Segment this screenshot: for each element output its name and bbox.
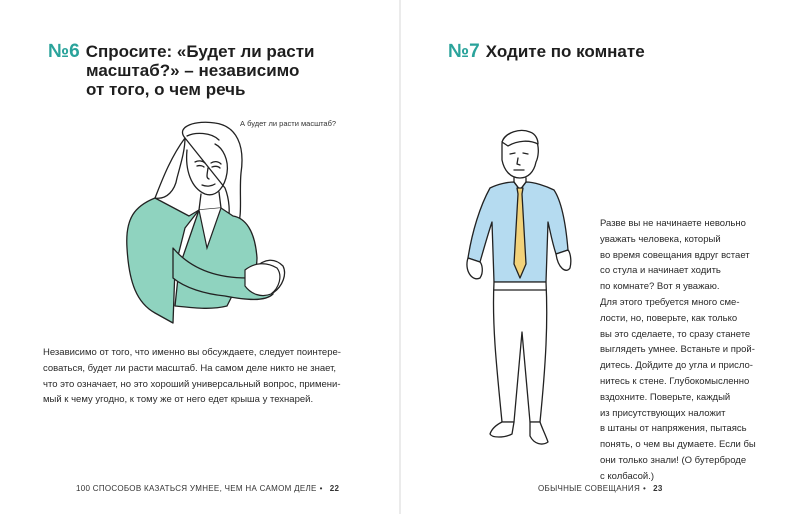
right-heading-line-1: Ходите по комнате — [485, 42, 645, 61]
left-body-text — [43, 345, 363, 408]
left-heading — [48, 42, 348, 99]
right-body-line: во время совещания вдруг встает — [600, 249, 750, 261]
right-body-line: с колбасой.) — [600, 470, 655, 482]
right-body-line: уважать человека, который — [600, 233, 721, 245]
right-body-line: в штаны от напряжения, пытаясь — [600, 423, 747, 435]
right-footer-separator: • — [643, 484, 647, 493]
right-heading — [448, 42, 768, 61]
right-body-line: со стула и начинает ходить — [600, 265, 721, 277]
right-body-line: Разве вы не начинаете невольно — [600, 218, 746, 229]
left-body-line: Независимо от того, что именно вы обсуждаете, следует поинтере- — [43, 347, 341, 358]
right-page-number: 23 — [653, 484, 663, 493]
right-body-line: вздохните. Поверьте, каждый — [600, 391, 731, 403]
right-body-line: лости, но, поверьте, как только — [600, 312, 738, 324]
left-page-number: 22 — [329, 484, 340, 493]
right-body-line: вы это сделаете, то сразу станете — [600, 328, 751, 340]
right-body-line: нитесь к стене. Глубокомысленно — [600, 375, 750, 387]
woman-illustration — [115, 118, 315, 328]
right-body-line: понять, о чем вы думаете. Если бы — [600, 439, 756, 451]
left-body-line: мый к чему угодно, к тому же от него едет крыша у технарей. — [43, 394, 314, 406]
right-page — [400, 0, 800, 514]
right-body-line: выглядеть умнее. Встаньте и прой- — [600, 344, 755, 356]
right-footer-title: ОБЫЧНЫЕ СОВЕЩАНИЯ — [538, 484, 641, 493]
left-footer — [76, 484, 339, 493]
right-body-line: по комнате? Вот я уважаю. — [600, 281, 720, 293]
right-body-line: из присутствующих наложит — [600, 407, 726, 419]
left-footer-title: 100 СПОСОБОВ КАЗАТЬСЯ УМНЕЕ, ЧЕМ НА САМОМ ДЕЛЕ — [76, 484, 317, 493]
left-heading-number: №6 — [48, 41, 80, 62]
left-heading-line-1: Спросите: «Будет ли расти — [85, 42, 315, 61]
left-body-line: соваться, будет ли расти масштаб. На самом деле никто не знает, — [43, 362, 337, 374]
left-body-line: что это означает, но это хороший универсальный вопрос, примени- — [43, 378, 341, 390]
right-body-text — [600, 216, 785, 485]
right-heading-number: №7 — [448, 41, 480, 62]
speech-bubble-text: А будет ли расти масштаб? — [240, 119, 337, 128]
right-footer — [538, 484, 663, 493]
man-illustration — [460, 122, 585, 452]
left-footer-separator: • — [319, 484, 323, 493]
right-body-line: дитесь. Дойдите до угла и присло- — [600, 360, 753, 372]
left-heading-line-2: масштаб?» – независимо — [86, 61, 300, 80]
right-body-line: они только знали! (О бутерброде — [600, 454, 747, 466]
right-body-line: Для этого требуется много сме- — [600, 296, 740, 308]
left-heading-line-3: от того, о чем речь — [86, 80, 246, 99]
